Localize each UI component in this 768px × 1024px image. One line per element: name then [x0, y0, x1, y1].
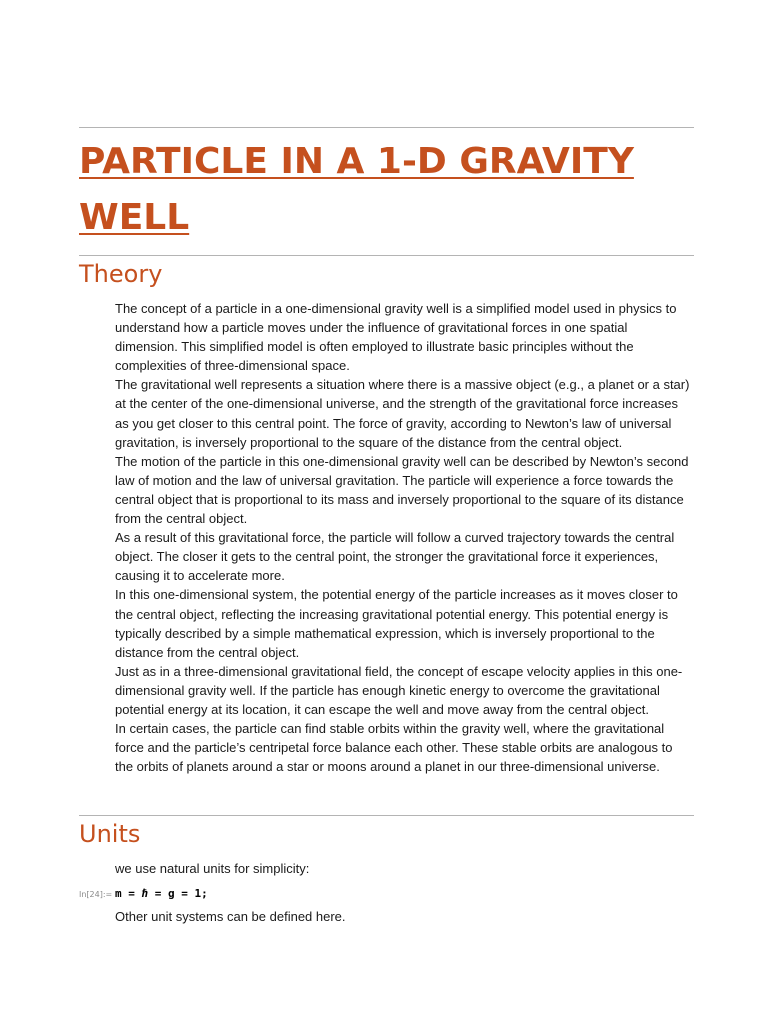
units-outro: Other unit systems can be defined here. — [115, 909, 346, 924]
units-heading: Units — [79, 820, 141, 848]
units-divider — [79, 815, 694, 816]
theory-body — [115, 299, 693, 776]
theory-paragraph-1: The concept of a particle in a one-dimensional gravity well is a simplified model used in physics to understand how a particle moves under the influence of gravitational forces in one spatial dimension. This simplified model is often employed to illustrate basic principles without the complexities of three-dimensional space. — [115, 301, 677, 374]
theory-paragraph-5: In this one-dimensional system, the potential energy of the particle increases as it moves closer to the central object, reflecting the increasing gravitational potential energy. This potential energy is typically described by a simple mathematical expression, which is inversely proportional to the distance from the central object. — [115, 587, 678, 660]
theory-paragraph-2: The gravitational well represents a situation where there is a massive object (e.g., a planet or a star) at the center of the one-dimensional universe, and the strength of the gravitational force increases as you get closer to this central point. The force of gravity, according to Newton’s law of universal gravitation, is inversely proportional to the square of the distance from the central object. — [115, 377, 690, 450]
units-intro: we use natural units for simplicity: — [115, 861, 310, 876]
input-cell-label: In[24]:= — [79, 890, 113, 899]
title-divider — [79, 255, 694, 256]
page-title: PARTICLE IN A 1-D GRAVITY WELL — [79, 141, 634, 238]
input-cell-code[interactable]: m = ℏ = g = 1; — [115, 887, 208, 900]
theory-paragraph-7: In certain cases, the particle can find stable orbits within the gravity well, where the gravitational force and the particle’s centripetal force balance each other. These stable orbits are analogous to the orbits of planets around a star or moons around a planet in our three-dimensional universe. — [115, 721, 673, 775]
theory-paragraph-4: As a result of this gravitational force, the particle will follow a curved trajectory towards the central object. The closer it gets to the central point, the stronger the gravitational force it experiences, causing it to accelerate more. — [115, 530, 675, 584]
theory-heading: Theory — [79, 260, 163, 288]
top-divider — [79, 127, 694, 128]
theory-paragraph-6: Just as in a three-dimensional gravitational field, the concept of escape velocity applies in this one-dimensional gravity well. If the particle has enough kinetic energy to overcome the gravitational potential energy at its location, it can escape the well and move away from the central object. — [115, 663, 683, 717]
theory-paragraph-3: The motion of the particle in this one-dimensional gravity well can be described by Newton’s second law of motion and the law of universal gravitation. The particle will experience a force towards the central object that is proportional to its mass and inversely proportional to the square of its distance from the central object. — [115, 453, 689, 527]
